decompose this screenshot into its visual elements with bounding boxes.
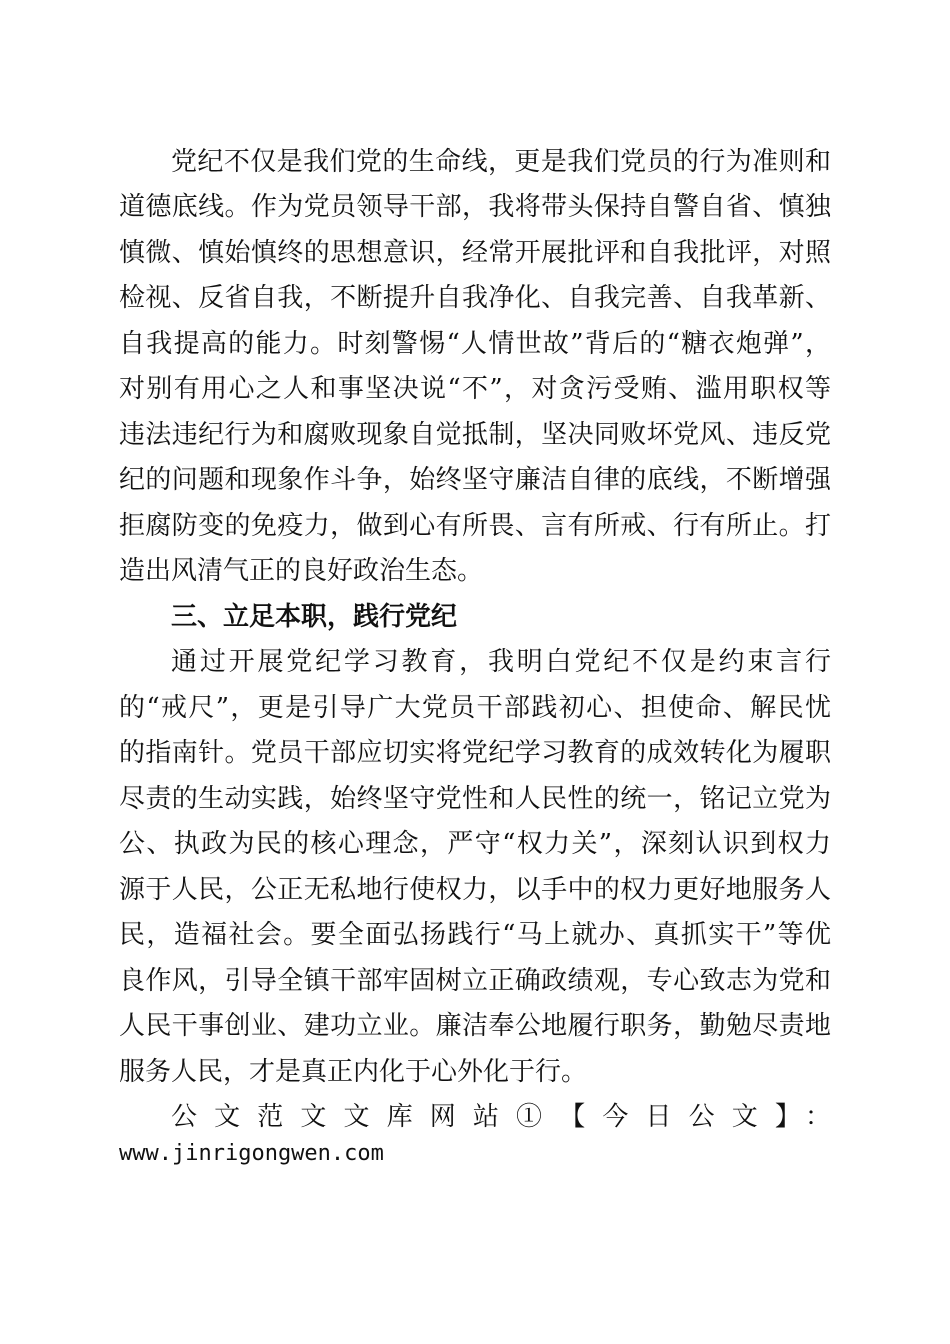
paragraph-1-line-2: 道德底线。作为党员领导干部，我将带头保持自警自省、慎独 bbox=[119, 192, 831, 222]
paragraph-2-line-3: 的指南针。党员干部应切实将党纪学习教育的成效转化为履职 bbox=[119, 738, 831, 768]
paragraph-1-line-1: 党纪不仅是我们党的生命线，更是我们党员的行为准则和 bbox=[171, 147, 831, 177]
paragraph-1-line-10: 造出风清气正的良好政治生态。 bbox=[119, 556, 484, 586]
paragraph-1-line-5: 自我提高的能力。时刻警惕“人情世故”背后的“糖衣炮弹”， bbox=[119, 329, 831, 359]
paragraph-2-line-4: 尽责的生动实践，始终坚守党性和人民性的统一，铭记立党为 bbox=[119, 784, 831, 814]
paragraph-2-line-10: 服务人民，才是真正内化于心外化于行。 bbox=[119, 1057, 588, 1087]
paragraph-1-line-3: 慎微、慎始慎终的思想意识，经常开展批评和自我批评，对照 bbox=[119, 238, 831, 268]
paragraph-1-line-6: 对别有用心之人和事坚决说“不”，对贪污受贿、滥用职权等 bbox=[119, 374, 831, 404]
paragraph-2-line-8: 良作风，引导全镇干部牢固树立正确政绩观，专心致志为党和 bbox=[119, 966, 831, 996]
paragraph-2-line-6: 源于人民，公正无私地行使权力，以手中的权力更好地服务人 bbox=[119, 875, 831, 905]
paragraph-1-line-4: 检视、反省自我，不断提升自我净化、自我完善、自我革新、 bbox=[119, 283, 831, 313]
paragraph-1-line-7: 违法违纪行为和腐败现象自觉抵制，坚决同败坏党风、违反党 bbox=[119, 420, 831, 450]
paragraph-1-line-9: 拒腐防变的免疫力，做到心有所畏、言有所戒、行有所止。打 bbox=[119, 511, 831, 541]
paragraph-2-line-1: 通过开展党纪学习教育，我明白党纪不仅是约束言行 bbox=[171, 647, 831, 677]
section-3-heading: 三、立足本职，践行党纪 bbox=[171, 602, 458, 632]
paragraph-2-line-2: 的“戒尺”，更是引导广大党员干部践初心、担使命、解民忧 bbox=[119, 693, 831, 723]
paragraph-2-line-5: 公、执政为民的核心理念，严守“权力关”，深刻认识到权力 bbox=[119, 829, 831, 859]
paragraph-2-line-7: 民，造福社会。要全面弘扬践行“马上就办、真抓实干”等优 bbox=[119, 920, 831, 950]
source-site-line: 公文范文文库网站①【今日公文】： bbox=[171, 1102, 831, 1132]
source-url[interactable]: www.jinrigongwen.com bbox=[119, 1141, 384, 1166]
paragraph-2-line-9: 人民干事创业、建功立业。廉洁奉公地履行职务，勤勉尽责地 bbox=[119, 1011, 831, 1041]
paragraph-1-line-8: 纪的问题和现象作斗争，始终坚守廉洁自律的底线，不断增强 bbox=[119, 465, 831, 495]
